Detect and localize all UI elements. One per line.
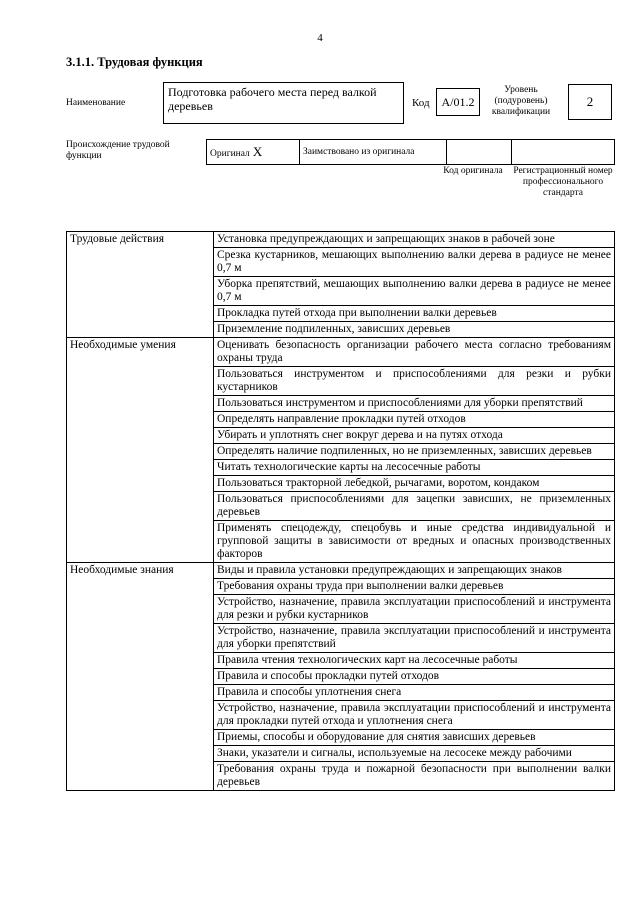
table-row (67, 338, 615, 367)
code-label: Код (412, 97, 430, 109)
section-item: Устройство, назначение, правила эксплуатации приспособлений и инструмента для прокладки путей отхода и уплотнения снега (214, 701, 615, 730)
section-item: Пользоваться тракторной лебедкой, рычагами, воротом, кондаком (214, 476, 615, 492)
section-title-cell: Трудовые действия (67, 232, 214, 338)
original-mark: X (252, 144, 263, 159)
name-label: Наименование (66, 98, 126, 108)
function-table (66, 231, 615, 791)
origin-reg-cell (512, 140, 615, 165)
borrowed-label: Заимствовано из оригинала (303, 147, 415, 157)
section-item: Требования охраны труда при выполнении валки деревьев (214, 579, 615, 595)
section-item: Определять направление прокладки путей отходов (214, 412, 615, 428)
section-item: Приемы, способы и оборудование для снятия зависших деревьев (214, 730, 615, 746)
section-item: Правила чтения технологических карт на лесосечные работы (214, 653, 615, 669)
level-value-box (568, 84, 612, 120)
section-title: 3.1.1. Трудовая функция (66, 55, 203, 69)
section-item: Применять спецодежду, спецобувь и иные средства индивидуальной и групповой защиты в зависимости от вредных и опасных производственных факторов (214, 521, 615, 563)
section-item: Установка предупреждающих и запрещающих знаков в рабочей зоне (214, 232, 615, 248)
section-title-cell: Необходимые знания (67, 563, 214, 791)
section-item: Прокладка путей отхода при выполнении валки деревьев (214, 306, 615, 322)
section-item: Устройство, назначение, правила эксплуатации приспособлений и инструмента для резки и рубки кустарников (214, 595, 615, 624)
section-item: Знаки, указатели и сигналы, используемые на лесосеке между рабочими (214, 746, 615, 762)
section-item: Приземление подпиленных, зависших деревьев (214, 322, 615, 338)
origin-original-cell (207, 140, 300, 165)
section-item: Срезка кустарников, мешающих выполнению валки дерева в радиусе не менее 0,7 м (214, 248, 615, 277)
section-item: Читать технологические карты на лесосечные работы (214, 460, 615, 476)
original-label: Оригинал (210, 149, 250, 159)
origin-table (206, 139, 615, 165)
reg-caption: Регистрационный номер профессионального стандарта (513, 166, 613, 198)
section-item: Виды и правила установки предупреждающих и запрещающих знаков (214, 563, 615, 579)
section-item: Оценивать безопасность организации рабочего места согласно требованиям охраны труда (214, 338, 615, 367)
section-item: Требования охраны труда и пожарной безопасности при выполнении валки деревьев (214, 762, 615, 791)
level-value: 2 (586, 94, 594, 109)
name-value: Подготовка рабочего места перед валкой деревьев (168, 85, 377, 113)
origin-borrowed-cell (300, 140, 447, 165)
name-value-box (163, 82, 404, 124)
section-item: Определять наличие подпиленных, но не приземленных, зависших деревьев (214, 444, 615, 460)
section-title-cell: Необходимые умения (67, 338, 214, 563)
origin-label: Происхождение трудовой функции (66, 140, 170, 161)
section-item: Уборка препятствий, мешающих выполнению валки дерева в радиусе не менее 0,7 м (214, 277, 615, 306)
section-item: Устройство, назначение, правила эксплуатации приспособлений и инструмента для уборки препятствий (214, 624, 615, 653)
section-item: Правила и способы прокладки путей отходов (214, 669, 615, 685)
section-item: Пользоваться инструментом и приспособлениями для уборки препятствий (214, 396, 615, 412)
table-row (67, 563, 615, 579)
level-label: Уровень (подуровень) квалификации (491, 85, 551, 117)
section-item: Правила и способы уплотнения снега (214, 685, 615, 701)
section-item: Пользоваться приспособлениями для зацепки зависших, не приземленных деревьев (214, 492, 615, 521)
code-caption: Код оригинала (443, 166, 503, 176)
page-number: 4 (317, 32, 323, 44)
section-item: Пользоваться инструментом и приспособлениями для резки и рубки кустарников (214, 367, 615, 396)
table-row (67, 232, 615, 248)
section-item: Убирать и уплотнять снег вокруг дерева и на путях отхода (214, 428, 615, 444)
code-value-box (436, 88, 480, 116)
origin-code-cell (447, 140, 512, 165)
code-value: A/01.2 (441, 95, 475, 109)
